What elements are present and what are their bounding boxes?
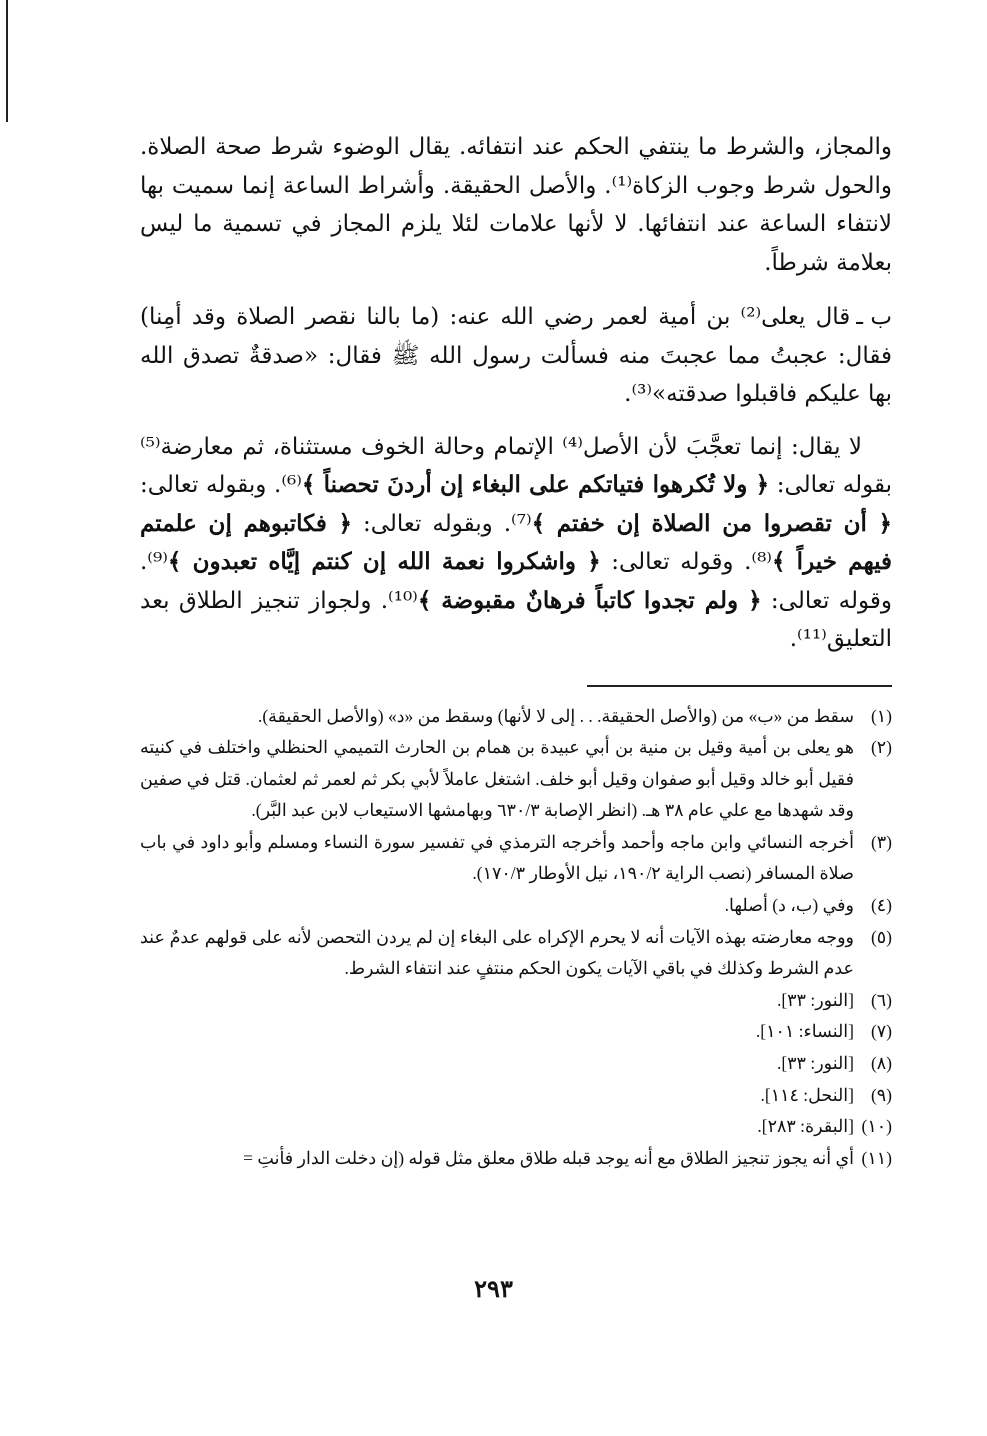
footnotes (140, 701, 892, 1175)
footnote-4 (140, 890, 892, 922)
page-edge-line (6, 0, 8, 122)
footnote-5 (140, 922, 892, 985)
paragraph-b-marker: ب ـ (856, 304, 892, 330)
footnote-text: ووجه معارضته بهذه الآيات أنه لا يحرم الإكراه على البغاء إن لم يردن التحصن لأنه على قولهم عدمٌ عند عدم الشرط وكذلك في باقي الآيات يكون الحكم منتفٍ عند انتفاء الشرط. (140, 926, 854, 979)
paragraph-c-part-5: ⁽⁹⁾. وقوله تعالى: (140, 549, 892, 614)
quran-verse-3: ﴿ فكاتبوهم إن علمتم فيهم خيراً ﴾ (140, 509, 893, 575)
footnote-text: وفي (ب، د) أصلها. (724, 895, 854, 916)
footnote-number: (١) (870, 705, 892, 726)
footnote-6 (140, 985, 892, 1017)
page-body (140, 128, 892, 1174)
footnote-2 (140, 732, 892, 827)
quran-verse-4: ﴿ واشكروا نعمة الله إن كنتم إيَّاه تعبدون ﴾ (167, 548, 601, 575)
footnote-number: (١١) (861, 1147, 892, 1168)
footnote-number: (٣) (870, 831, 892, 852)
footnote-number: (١٠) (861, 1116, 892, 1137)
paragraph-objection-verses (140, 428, 892, 659)
footnote-separator (587, 685, 892, 687)
footnote-text: [البقرة: ٢٨٣]. (757, 1116, 854, 1137)
footnote-text: أخرجه النسائي وابن ماجه وأحمد وأخرجه الترمذي في تفسير سورة النساء ومسلم وأبو داود في باب صلاة المسافر (نصب الراية ١٩٠/٢، نيل الأوطار ١٧٠/٣). (140, 831, 854, 884)
footnote-text: أي أنه يجوز تنجيز الطلاق مع أنه يوجد قبله طلاق معلق مثل قوله (إن دخلت الدار فأنتِ = (243, 1147, 854, 1168)
quran-verse-2: ﴿ أن تقصروا من الصلاة إن خفتم ﴾ (531, 509, 893, 537)
paragraph-definition-of-condition: والمجاز، والشرط ما ينتفي الحكم عند انتفائه. يقال الوضوء شرط صحة الصلاة. والحول شرط وجوب الزكاة⁽¹⁾. والأصل الحقيقة. وأشراط الساعة إنما سميت بها لانتفاء الساعة عند انتفائها. لا لأنها علامات لئلا يلزم المجاز في تسمية ما ليس بعلامة شرطاً. (140, 134, 892, 276)
footnote-text: [النحل: ١١٤]. (760, 1084, 854, 1105)
footnote-text: [النور: ٣٣]. (776, 1053, 854, 1074)
footnote-7 (140, 1016, 892, 1048)
paragraph-c-part-4: ⁽⁸⁾. وقوله تعالى: (600, 549, 772, 575)
footnote-text: هو يعلى بن أمية وقيل بن منية بن أبي عبيدة بن همام بن الحارث التميمي الحنظلي واختلف في كنيته فقيل أبو خالد وقيل أبو صفوان وقيل أبو خلف. اشتغل عاملاً لأبي بكر ثم لعمر ثم لعثمان. قتل في صفين وقد شهدها مع علي عام ٣٨ هـ. (انظر الإصابة ٦٣٠/٣ وبهامشها الاستيعاب لابن عبد البَّر). (140, 737, 854, 821)
footnote-3 (140, 827, 892, 890)
paragraph-b-yala-hadith (140, 298, 892, 414)
footnote-number: (٥) (870, 926, 892, 947)
footnote-8 (140, 1048, 892, 1080)
footnote-number: (٤) (870, 895, 892, 916)
footnote-number: (٨) (870, 1053, 892, 1074)
paragraph-c-part-2: ⁽⁶⁾. وبقوله تعالى: (140, 472, 302, 498)
paragraph-c-part-3: ⁽⁷⁾. وبقوله تعالى: (352, 510, 532, 537)
footnote-number: (٩) (870, 1084, 892, 1105)
quran-verse-5: ﴿ ولم تجدوا كاتباً فرهانٌ مقبوضة ﴾ (417, 586, 762, 614)
page-number: ٢٩٣ (474, 1274, 513, 1303)
quran-verse-1: ﴿ ولا تُكرهوا فتياتكم على البغاء إن أردنَ تحصناً ﴾ (301, 471, 770, 498)
footnote-number: (٦) (870, 989, 892, 1010)
footnote-10 (140, 1111, 892, 1143)
footnote-9 (140, 1080, 892, 1112)
footnote-11 (140, 1143, 892, 1175)
footnote-text: [النور: ٣٣]. (776, 989, 854, 1010)
footnote-number: (٧) (870, 1021, 892, 1042)
paragraph-b-text: قال يعلى⁽²⁾ بن أمية لعمر رضي الله عنه: (ما بالنا نقصر الصلاة وقد أمِنا) فقال: عجبتُ مما عجبتَ منه فسألت رسول الله ﷺ فقال: «صدقةٌ تصدق الله بها عليكم فاقبلوا صدقته»⁽³⁾. (140, 304, 892, 407)
footnote-1 (140, 701, 892, 733)
paragraph-c-part-1: لا يقال: إنما تعجَّبَ لأن الأصل⁽⁴⁾ الإتمام وحالة الخوف مستثناة، ثم معارضة⁽⁵⁾ بقوله تعالى: (140, 433, 892, 498)
footnote-number: (٢) (870, 737, 892, 758)
footnote-text: [النساء: ١٠١]. (755, 1021, 854, 1042)
paragraph-c-part-6: ⁽¹⁰⁾. ولجواز تنجيز الطلاق بعد التعليق⁽¹¹⁾. (140, 587, 892, 652)
footnote-text: سقط من «ب» من (والأصل الحقيقة. . . إلى لا لأنها) وسقط من «د» (والأصل الحقيقة). (257, 705, 854, 726)
